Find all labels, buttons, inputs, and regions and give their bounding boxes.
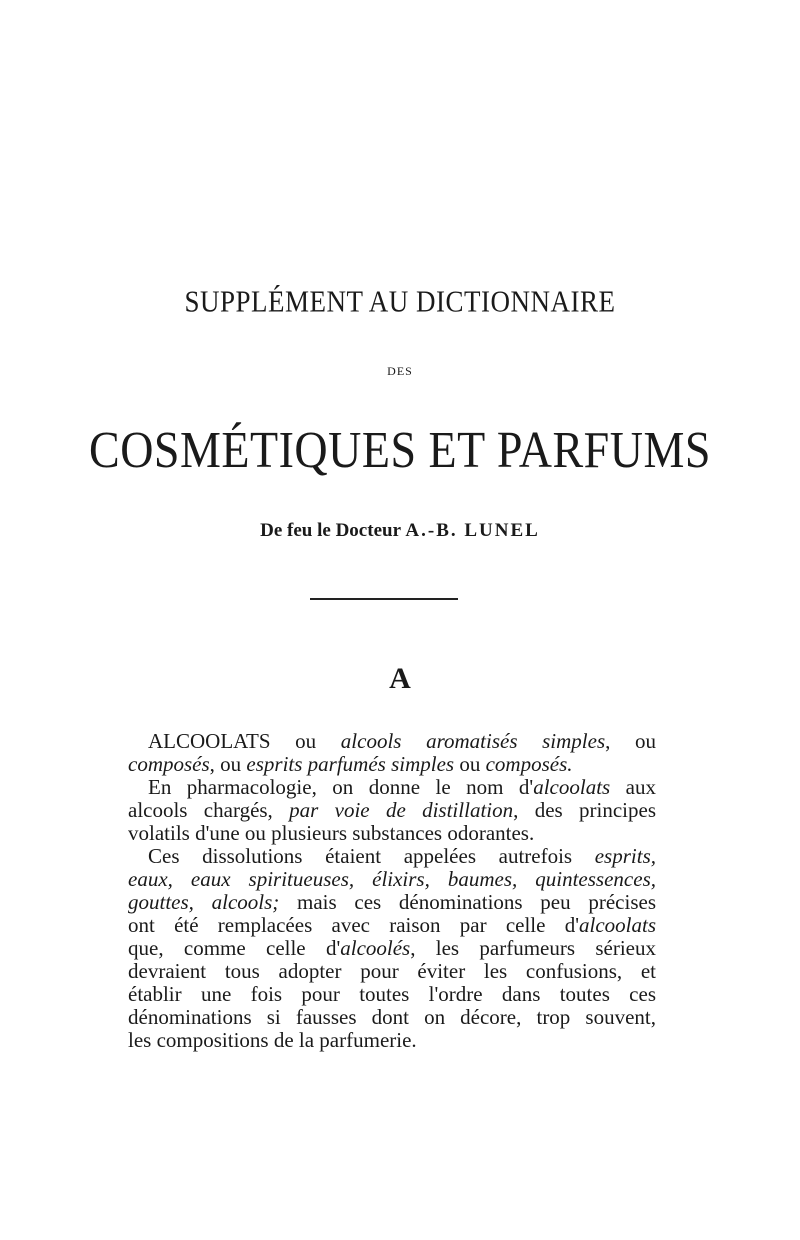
italic-text: alcoolés — [340, 936, 411, 960]
text-span: ou — [459, 752, 481, 776]
text-span: En pharmacologie, on donne le nom d' — [148, 775, 534, 799]
headword: ALCOOLATS — [148, 729, 271, 753]
italic-text: composés — [128, 752, 210, 776]
entry-text — [128, 730, 656, 1052]
text-span: , ou — [605, 729, 657, 753]
entry-paragraph-3 — [128, 845, 656, 1052]
divider-rule — [310, 598, 458, 600]
text-span: aux — [610, 775, 656, 799]
italic-text: alcools aromatisés simples — [340, 729, 606, 753]
italic-text: alcoolats — [533, 775, 611, 799]
main-title: COSMÉTIQUES ET PARFUMS — [89, 421, 711, 479]
author-line — [0, 520, 800, 542]
italic-text: alcoolats — [579, 913, 656, 937]
entry-paragraph-1 — [128, 730, 656, 776]
text-line: devraient tous adopter pour éviter les confusions, et — [128, 959, 656, 983]
text-span: , des principes — [513, 798, 656, 822]
author-name: A.-B. LUNEL — [405, 520, 540, 541]
text-span: ou — [295, 729, 317, 753]
text-span: alcools chargés, — [128, 798, 290, 822]
des-label: DES — [387, 364, 413, 378]
entry-paragraph-2 — [128, 776, 656, 845]
italic-text: gouttes, alcools; — [128, 890, 280, 914]
text-line — [128, 799, 656, 822]
text-line: établir une fois pour toutes l'ordre dans toutes ces — [128, 982, 656, 1006]
text-span: , les parfumeurs sérieux — [410, 936, 656, 960]
text-span: que, comme celle d' — [128, 936, 341, 960]
italic-text: composés. — [485, 752, 573, 776]
text-line — [128, 753, 656, 776]
author-prefix: De feu le Docteur — [260, 520, 406, 541]
italic-text: esprits, — [594, 844, 656, 868]
text-line: dénominations si fausses dont on décore, trop souvent, — [128, 1005, 656, 1029]
text-line — [128, 914, 656, 937]
text-span: ont été remplacées avec raison par celle d' — [128, 913, 579, 937]
text-line — [128, 730, 656, 753]
italic-text: par voie de distillation — [289, 798, 514, 822]
text-line — [128, 845, 656, 868]
text-span: , ou — [209, 752, 242, 776]
text-line — [128, 937, 656, 960]
text-line — [128, 891, 656, 914]
text-span: Ces dissolutions étaient appelées autrefois — [148, 844, 595, 868]
text-line — [128, 776, 656, 799]
italic-text: esprits parfumés simples — [246, 752, 455, 776]
supplement-title: SUPPLÉMENT AU DICTIONNAIRE — [184, 284, 616, 319]
text-line: volatils d'une ou plusieurs substances odorantes. — [128, 821, 535, 845]
text-line: les compositions de la parfumerie. — [128, 1028, 417, 1052]
section-letter: A — [389, 662, 411, 695]
text-line: eaux, eaux spiritueuses, élixirs, baumes, quintessences, — [128, 867, 656, 891]
text-span: mais ces dénominations peu précises — [279, 890, 656, 914]
